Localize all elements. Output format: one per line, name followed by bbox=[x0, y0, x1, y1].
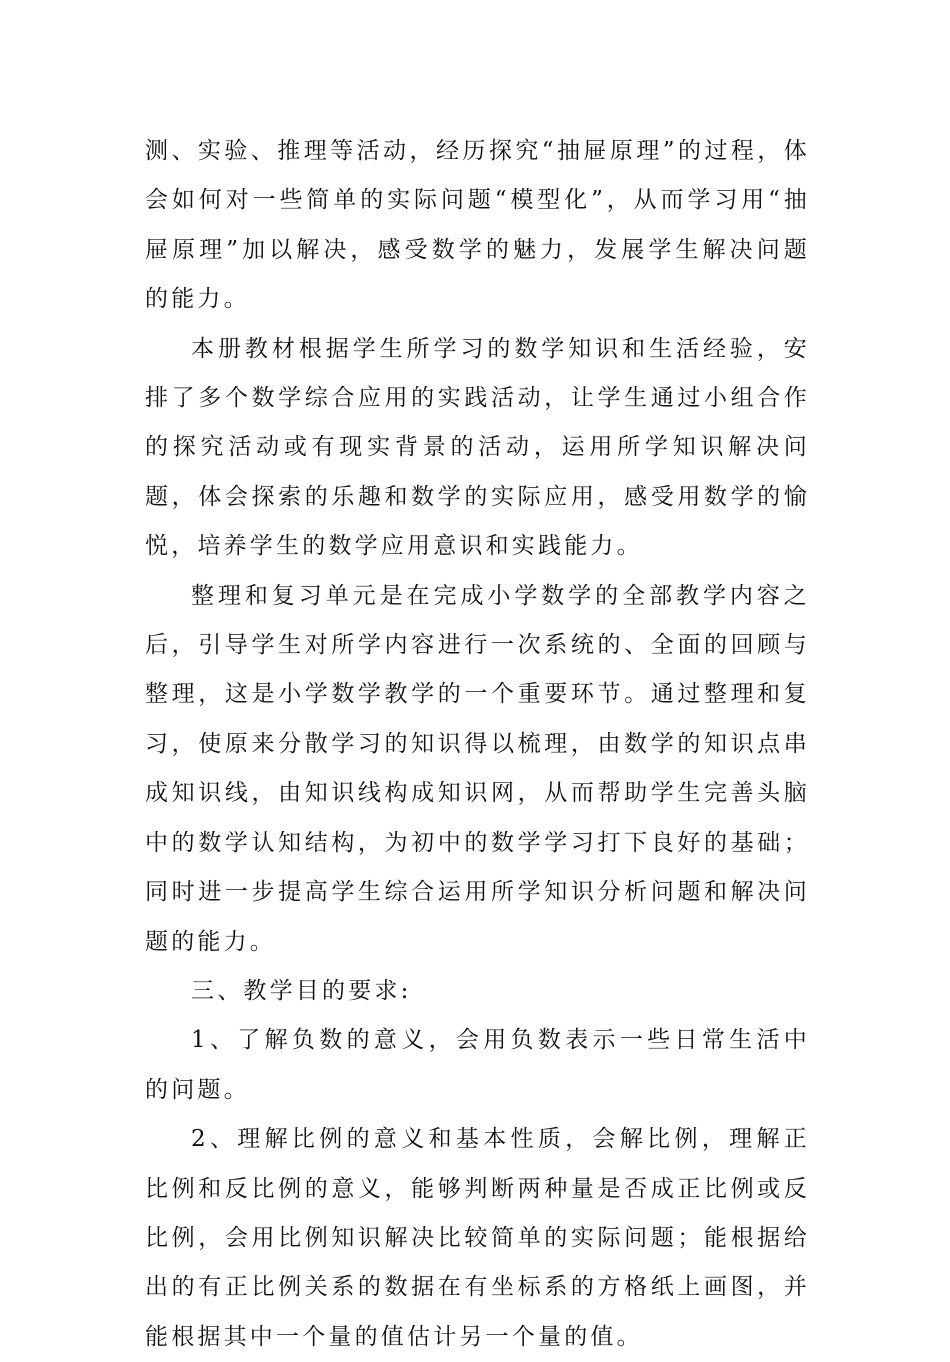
goal-item-1: 1、了解负数的意义，会用负数表示一些日常生活中的问题。 bbox=[145, 1027, 810, 1103]
paragraph-review-unit: 整理和复习单元是在完成小学数学的全部教学内容之后，引导学生对所学内容进行一次系统的、全面的回顾与整理，这是小学数学教学的一个重要环节。通过整理和复习，使原来分散学习的知识得以梳理，由数学的知识点串成知识线，由知识线构成知识网，从而帮助学生完善头脑中的数学认知结构，为初中的数学学习打下良好的基础；同时进一步提高学生综合运用所学知识分析问题和解决问题的能力。 bbox=[145, 582, 810, 955]
goal-item-2: 2、理解比例的意义和基本性质，会解比例，理解正比例和反比例的意义，能够判断两种量是否成正比例或反比例，会用比例知识解决比较简单的实际问题；能根据给出的有正比例关系的数据在有坐标系的方格纸上画图，并能根据其中一个量的值估计另一个量的值。 bbox=[145, 1126, 810, 1350]
document-body bbox=[145, 127, 810, 1362]
paragraph-practice-activities: 本册教材根据学生所学习的数学知识和生活经验，安排了多个数学综合应用的实践活动，让学生通过小组合作的探究活动或有现实背景的活动，运用所学知识解决问题，体会探索的乐趣和数学的实际应用，感受用数学的愉悦，培养学生的数学应用意识和实践能力。 bbox=[145, 335, 810, 560]
paragraph-continuation: 测、实验、推理等活动，经历探究“抽屉原理”的过程，体会如何对一些简单的实际问题“模型化”，从而学习用“抽屉原理”加以解决，感受数学的魅力，发展学生解决问题的能力。 bbox=[145, 138, 810, 313]
section-heading-teaching-goals: 三、教学目的要求: bbox=[191, 977, 412, 1004]
